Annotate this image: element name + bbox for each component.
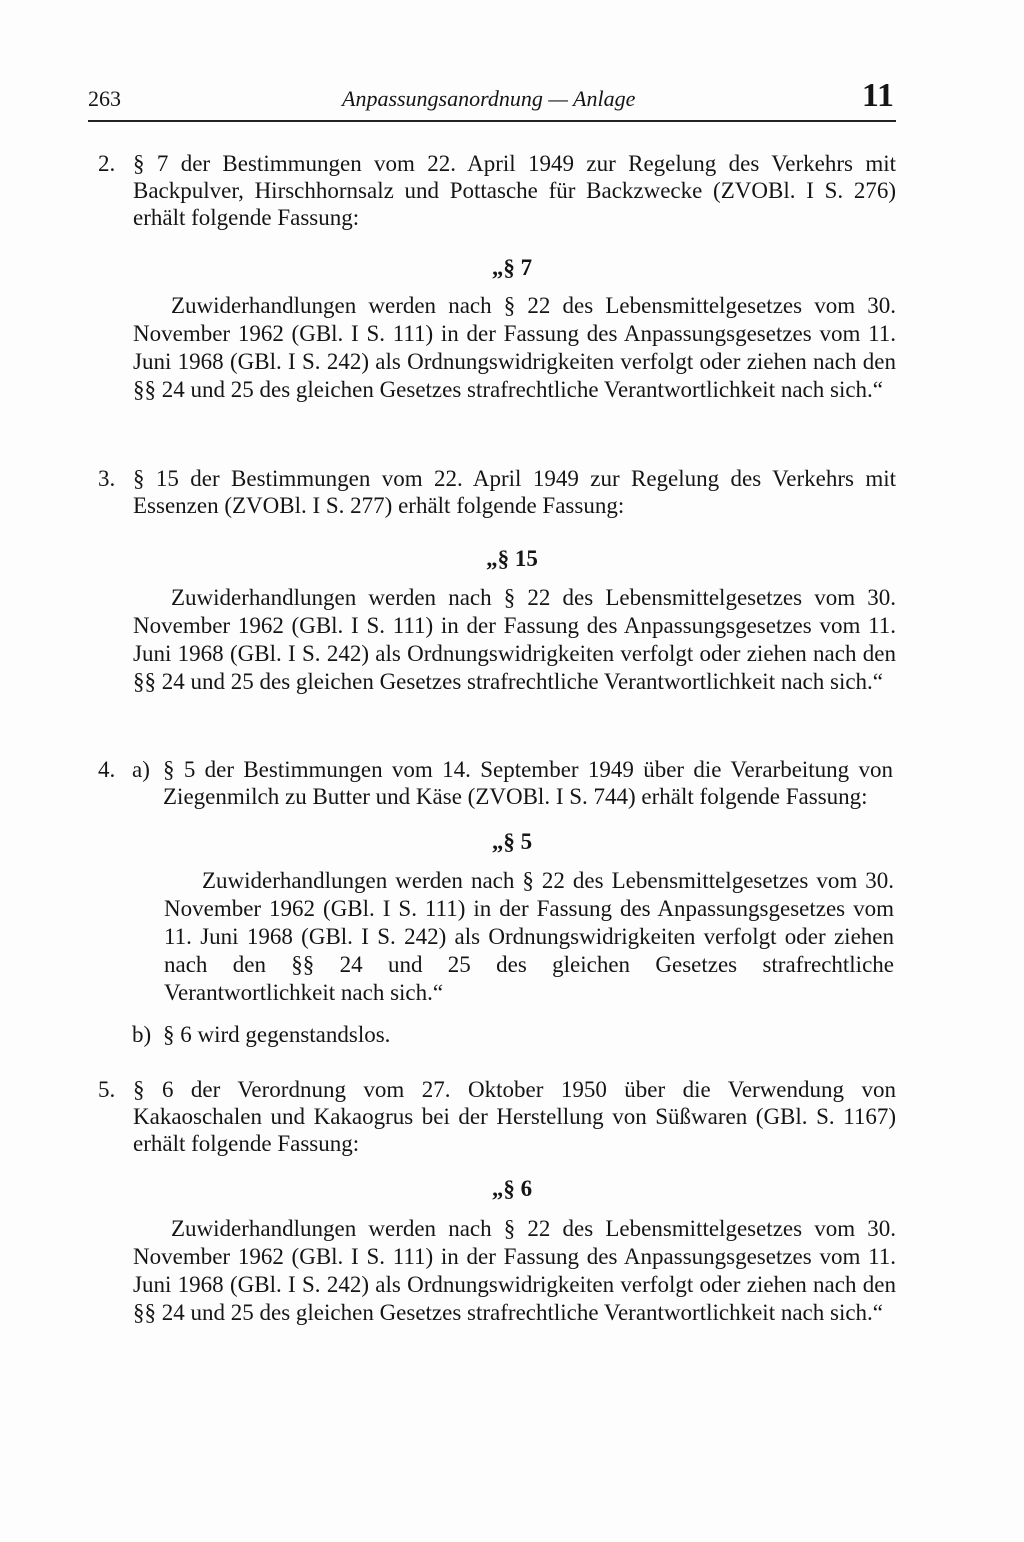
quote-text: Zuwiderhandlungen werden nach § 22 des Lebensmittelgesetzes vom 30. November 1962 (GBl. I S. 111) in der Fassung des Anpassungsgesetzes vom 11. Juni 1968 (GBl. I S. 242) als Ordnungswidrigkeiten verfolgt oder ziehen nach den §§ 24 und 25 des gleichen Gesetzes strafrechtliche Verantwortlichkeit nach sich.“ — [133, 1216, 896, 1325]
sub-item-letter-b: b) — [132, 1022, 152, 1047]
sub-item-letter-a: a) — [132, 757, 150, 782]
paragraph-heading: „§ 7 — [491, 255, 533, 280]
item-text: § 7 der Bestimmungen vom 22. April 1949 zur Regelung des Verkehrs mit Backpulver, Hirschhornsalz und Pottasche für Backzwecke (ZVOBl. I S. 276) erhält folgende Fassung: — [133, 151, 896, 230]
quote-block — [133, 292, 896, 404]
quote-text: Zuwiderhandlungen werden nach § 22 des Lebensmittelgesetzes vom 30. November 1962 (GBl. I S. 111) in der Fassung des Anpassungsgesetzes vom 11. Juni 1968 (GBl. I S. 242) als Ordnungswidrigkeiten verfolgt oder ziehen nach den §§ 24 und 25 des gleichen Gesetzes strafrechtliche Verantwortlichkeit nach sich.“ — [133, 585, 896, 694]
quote-block — [164, 867, 894, 1007]
running-title: Anpassungsanordnung — Anlage — [342, 86, 636, 111]
list-item-2 — [88, 150, 896, 240]
quote-text: Zuwiderhandlungen werden nach § 22 des Lebensmittelgesetzes vom 30. November 1962 (GBl. I S. 111) in der Fassung des Anpassungsgesetzes vom 11. Juni 1968 (GBl. I S. 242) als Ordnungswidrigkeiten verfolgt oder ziehen nach den §§ 24 und 25 des gleichen Gesetzes strafrechtliche Verantwortlichkeit nach sich.“ — [133, 293, 896, 402]
sub-item-b — [88, 1021, 896, 1051]
item-text: § 15 der Bestimmungen vom 22. April 1949 zur Regelung des Verkehrs mit Essenzen (ZVOBl. I S. 277) erhält folgende Fassung: — [133, 466, 896, 518]
page-header — [88, 78, 896, 122]
list-item-3 — [88, 465, 896, 521]
item-number: 3. — [98, 466, 116, 491]
list-item-5 — [88, 1076, 896, 1160]
item-number: 4. — [98, 757, 116, 782]
item-number: 5. — [98, 1077, 116, 1102]
page-number: 263 — [88, 86, 121, 111]
quote-text: Zuwiderhandlungen werden nach § 22 des Lebensmittelgesetzes vom 30. November 1962 (GBl. I S. 111) in der Fassung des Anpassungsgesetzes vom 11. Juni 1968 (GBl. I S. 242) als Ordnungswidrigkeiten verfolgt oder ziehen nach den §§ 24 und 25 des gleichen Gesetzes strafrechtliche Verantwortlichkeit nach sich.“ — [164, 868, 894, 1005]
sub-item-text-b: § 6 wird gegenstandslos. — [163, 1022, 391, 1047]
item-number: 2. — [98, 151, 116, 176]
paragraph-heading: „§ 15 — [486, 546, 538, 571]
quote-block — [133, 584, 896, 696]
list-item-4 — [88, 756, 896, 812]
paragraph-heading: „§ 5 — [491, 829, 533, 854]
item-text: § 6 der Verordnung vom 27. Oktober 1950 über die Verwendung von Kakaoschalen und Kakaogrus bei der Herstellung von Süßwaren (GBl. S. 1167) erhält folgende Fassung: — [133, 1077, 896, 1156]
section-number: 11 — [861, 77, 894, 114]
sub-item-text-a: § 5 der Bestimmungen vom 14. September 1949 über die Verarbeitung von Ziegenmilch zu Butter und Käse (ZVOBl. I S. 744) erhält folgende Fassung: — [163, 757, 893, 809]
paragraph-heading: „§ 6 — [491, 1176, 533, 1201]
quote-block — [133, 1215, 896, 1327]
